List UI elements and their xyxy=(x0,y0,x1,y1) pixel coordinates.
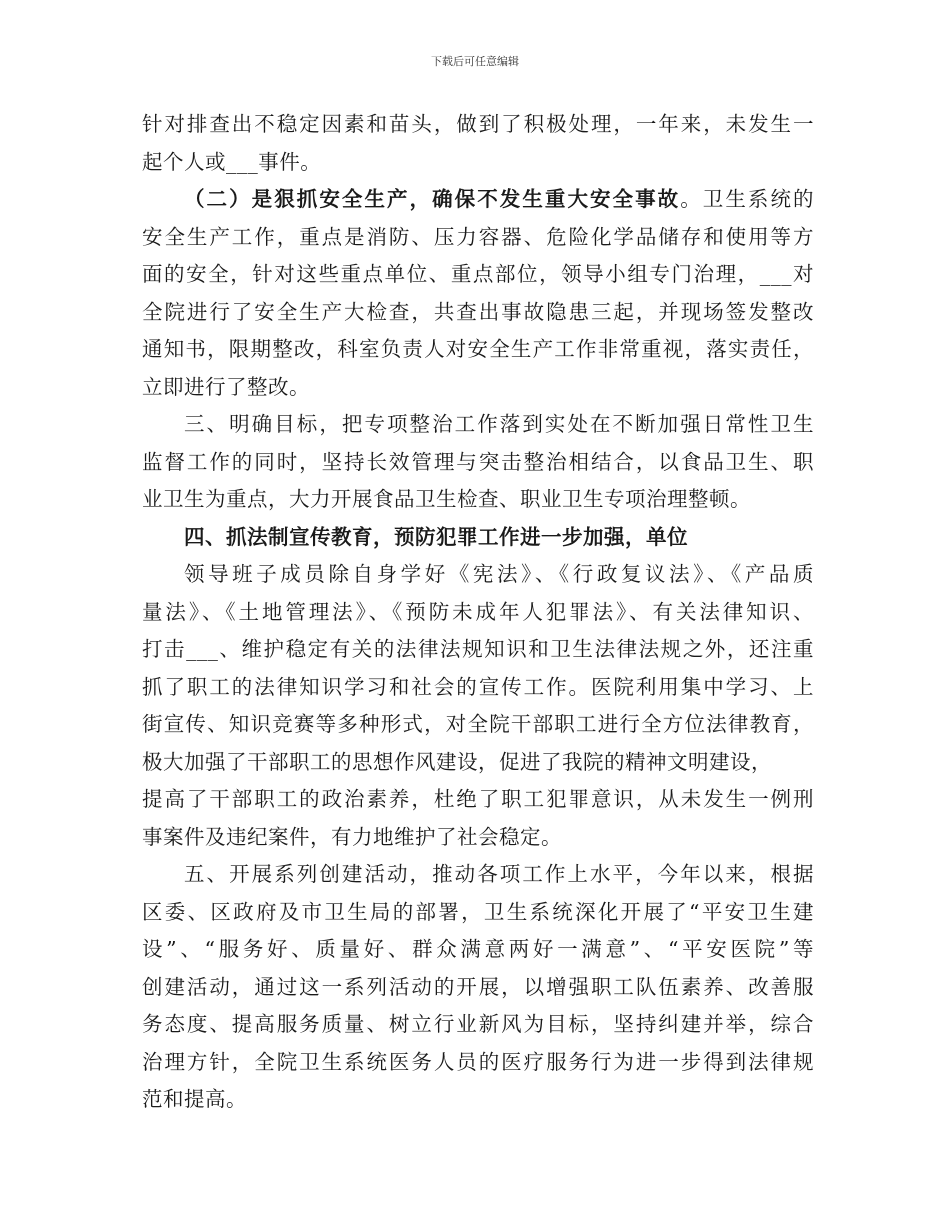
body-line: 事案件及违纪案件，有力地维护了社会稳定。 xyxy=(142,824,562,849)
body-line: 起个人或___事件。 xyxy=(142,149,322,174)
body-line: 全院进行了安全生产大检查，共查出事故隐患三起，并现场签发整改 xyxy=(142,299,814,324)
body-line: 务态度、提高服务质量、树立行业新风为目标，坚持纠建并举，综合 xyxy=(142,1012,814,1036)
body-line: 领导班子成员除自身学好《宪法》、《行政复议法》、《产品质 xyxy=(184,562,814,586)
body-line: 区委、区政府及市卫生局的部署，卫生系统深化开展了“平安卫生建 xyxy=(142,899,814,924)
section-4-heading: 四、抓法制宣传教育，预防犯罪工作进一步加强，单位 xyxy=(184,524,688,549)
body-line: 针对排查出不稳定因素和苗头，做到了积极处理，一年来，未发生一 xyxy=(142,112,814,136)
body-line: 提高了干部职工的政治素养，杜绝了职工犯罪意识，从未发生一例刑 xyxy=(142,787,814,811)
body-line: 通知书，限期整改，科室负责人对安全生产工作非常重视，落实责任， xyxy=(142,337,814,361)
document-body xyxy=(142,106,814,1119)
body-line-fragment: 。卫生系统的 xyxy=(680,187,815,211)
body-line: 范和提高。 xyxy=(142,1087,247,1111)
section-3-first-line: 三、明确目标，把专项整治工作落到实处在不断加强日常性卫生 xyxy=(184,412,814,436)
body-line: 量法》、《土地管理法》、《预防未成年人犯罪法》、有关法律知识、 xyxy=(142,599,814,624)
body-line: 监督工作的同时，坚持长效管理与突击整治相结合，以食品卫生、职 xyxy=(142,449,814,474)
body-line: 立即进行了整改。 xyxy=(142,374,310,399)
body-line: 安全生产工作，重点是消防、压力容器、危险化学品储存和使用等方 xyxy=(142,224,814,249)
page-header: 下载后可任意编辑 xyxy=(431,55,519,68)
body-line: 极大加强了干部职工的思想作风建设，促进了我院的精神文明建设， xyxy=(142,749,772,774)
body-line: 抓了职工的法律知识学习和社会的宣传工作。医院利用集中学习、上 xyxy=(142,674,814,699)
body-line: 创建活动，通过这一系列活动的开展，以增强职工队伍素养、改善服 xyxy=(142,974,814,999)
body-line: 设”、“服务好、质量好、群众满意两好一满意”、“平安医院”等 xyxy=(142,937,814,961)
body-line: 业卫生为重点，大力开展食品卫生检查、职业卫生专项治理整顿。 xyxy=(142,487,751,511)
section-5-first-line: 五、开展系列创建活动，推动各项工作上水平，今年以来，根据 xyxy=(184,862,814,886)
section-2-heading: （二）是狠抓安全生产，确保不发生重大安全事故 xyxy=(184,187,681,211)
section-2-heading-line xyxy=(142,181,814,219)
body-line: 治理方针，全院卫生系统医务人员的医疗服务行为进一步得到法律规 xyxy=(142,1049,814,1074)
body-line: 面的安全，针对这些重点单位、重点部位，领导小组专门治理，___对 xyxy=(142,262,814,286)
body-line: 街宣传、知识竞赛等多种形式，对全院干部职工进行全方位法律教育， xyxy=(142,712,814,736)
body-line: 打击___、维护稳定有关的法律法规知识和卫生法律法规之外，还注重 xyxy=(142,637,814,661)
